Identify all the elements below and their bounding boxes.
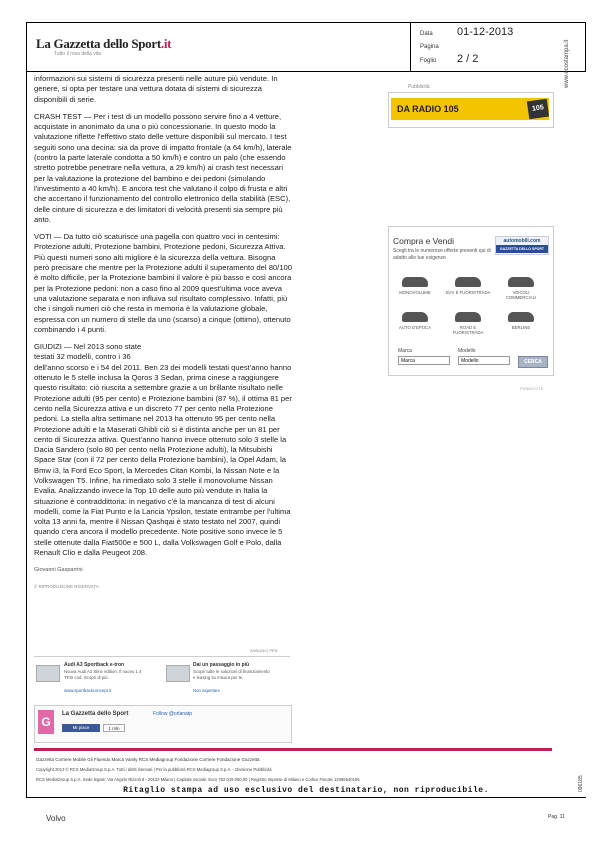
radio-105-icon: 105 [527, 99, 549, 120]
footer-corporate: RCS MediaGroup S.p.A. Sede legale: Via Angelo Rizzoli 8 - 20132 Milano | Capitale sociale: Euro 762.019.050,00 | Registro Imprese di Milano e Codice Fiscale 12086540155 [36, 777, 360, 782]
category-fuoristrada[interactable]: ROAD E FUORISTRADA [444, 312, 492, 335]
ad-title[interactable]: Audi A3 Sportback e-tron [64, 662, 125, 668]
category-berline[interactable]: BERLINE [497, 312, 545, 330]
compra-vendi-subtitle: Scegli tra le numerose offerte presenti qui di adatto alle tue esigenze [393, 248, 491, 261]
category-veicoli-commerciali[interactable]: VEICOLI COMMERCIALI [497, 277, 545, 300]
advertising-label-2: PUBBLICITÀ [520, 386, 544, 391]
advertising-label: Pubblicità [408, 84, 430, 90]
foglio-value: 2 / 2 [457, 53, 479, 65]
reproduction-notice: Ritaglio stampa ad uso esclusivo del destinatario, non riproducibile. [123, 786, 489, 795]
newspaper-logo: La Gazzetta dello Sport.it [36, 36, 172, 51]
twitter-follow-link[interactable]: Follow @orlanatp [153, 711, 192, 717]
gazzetta-label: La Gazzetta dello Sport [62, 711, 129, 717]
article-body [34, 74, 292, 592]
footer-links[interactable]: Gazzetta Corriere Mobile Gli Fluendo Marca Vanity RCS Mediagroup Fondazione Corriere Fondazione Gazzetta [36, 757, 260, 762]
suv-icon [455, 277, 481, 287]
compra-vendi-title: Compra e Vendi [393, 236, 454, 246]
data-label: Data [420, 31, 433, 37]
article-paragraph: informazioni sui sistemi di sicurezza presenti nelle auture più vendute. In genere, si opta per testare una vettura dotata di sistemi di sicurezza disponibili di serie. [34, 74, 278, 104]
client-brand: Volvo [46, 814, 66, 823]
van-icon [508, 277, 534, 287]
data-value: 01-12-2013 [457, 26, 514, 38]
clipping-code: 096185 [578, 775, 584, 792]
marca-label: Marca [398, 348, 412, 354]
radio-ad-text[interactable]: DA RADIO 105 [397, 104, 459, 114]
category-suv[interactable]: SUV E FUORISTRADA [444, 277, 492, 295]
header-divider [410, 22, 411, 72]
article-paragraph: CRASH TEST — Per i test di un modello possono servire fino a 4 vetture, acquistate in anonimato da una o più concessionarie. In questo modo la valutazione riflette l'effettivo stato delle vetture disponibili sul mercato. I test seguiti sono una decina: sia da prove di impatto frontale (a 64 km/h), laterale (contro la parte laterale condotta a 50 km/h) e contro un palo (che essendo stretto potrebbe penetrare nella vettura, a 29 km/h) ai crash test necessari per la valutazione la protezione del bambino e dei pedoni (simulando l'investimento a 40 km/h). E ancora test che valutano il colpo di frusta e altri che accertano il funzionamento del controllo elettronico della stabilità (ESC), delle cinture di sicurezza e dei limitatori di velocità presenti sia sempre più anto. [34, 111, 292, 224]
frame-left-line [26, 72, 27, 797]
facebook-like-count: 1 mln [103, 724, 125, 732]
footer-copyright: Copyright 2013 © RCS MediaGroup S.p.A. Tutti i diritti riservati | Per la pubblicità RCS Mediagroup S.p.A. - Divisione Pubblicità [36, 767, 272, 772]
ad-text: Scopri tutte le soluzioni di finanziamento e leasing su misura per te. [193, 669, 270, 680]
facebook-like-button[interactable]: Mi piace [62, 724, 100, 732]
pagina-label: Pagina [420, 44, 439, 50]
foglio-label: Foglio [420, 58, 437, 64]
ad-link[interactable]: Non aspettare [193, 688, 220, 693]
section-heading: GIUDIZI — [34, 342, 72, 352]
sedan-icon [508, 312, 534, 322]
category-auto-epoca[interactable]: AUTO D'EPOCA [391, 312, 439, 330]
rights-notice: © RIPRODUZIONE RISERVATA [34, 583, 99, 589]
vintage-car-icon [402, 312, 428, 322]
modello-label: Modello [458, 348, 476, 354]
section-heading: VOTI — [34, 232, 62, 242]
gazzetta-logo-icon: G [38, 710, 54, 734]
article-paragraph: VOTI — Da tutto ciò scaturisce una pagella con quattro voci in centesimi: Protezione adulti, Protezione bambini, Protezione pedoni, Sicurezza Attiva. Più questi numeri sono alti migliore è la sicurezza della vettura. Bisogna però precisare che mentre per la Protezione adulti il superamento del 80/100 è molto difficile, per la Protezione bambini il valore è più basso e così ancora per la Protezione pedoni: non a caso fino al 2009 quest'ultima voce aveva una valutazione separata e non influiva sul risultato complessivo. Infatti, più che i singoli numeri ciò che resta in memoria è la valutazione globale, espressa con un numero di stelle da uno (scarso) a cinque (ottimo), ottenuto combinando i 4 punti. [34, 232, 292, 334]
ad-thumbnail[interactable] [36, 665, 60, 682]
page-number: Pag. 11 [548, 814, 565, 820]
ad-text: Nuova Audi A3 Sline edition. Il nuovo 1.4 TFSI cod. Scopri di più. [64, 669, 142, 680]
car-icon [402, 277, 428, 287]
cerca-button[interactable]: CERCA [518, 356, 548, 368]
footer-accent-bar [34, 748, 552, 751]
article-paragraph: GIUDIZI — Nel 2013 sono state testati 32 modelli, contro i 36 dell'anno scorso e i 54 del 2011. Ben 23 dei modelli testati quest'anno hanno ottenuto le 5 stelle inclusa la Qoros 3 Sedan, prima cinese a raggiungere questo risultato: ciò riuscita a settembre grazie a un brillante risultato nelle Protezione adulti (95 per cento) e Protezione bambini (87 %), il ottima 81 per cento nella Sicurezza attiva e un discreto 77 per cento nella Protezione pedoni. La stella altra settimane nel 2013 ha ottenuto 95 per cento nella Protezione adulti e la Maserati Ghibli ciò si è distinta anche per un 81 per cento di Sicurezza attiva. Quest'anno hanno invece ottenuto solo 3 stelle la Dacia Sandero (solo 80 per cento nella Protezione adulti), la Mitsubishi Space Star (con il 72 per cento della Protezione bambini), la Opel Adam, la Bmw i3, la Ford Eco Sport, la Mercedes Citan Kombi, la Nissan Note e la Volkswagen T5. Infine, ha rimediato solo 3 stelle il monovolume Nissan Evalia. Analizzando invece la Top 10 delle auto più vendute in Italia la situazione è contraddittoria: in negativo c'è la mancanza di test di alcuni modelli, come la Fiat Punto e la Lancia Ypsilon, testate entrambe per l'ultima volta 13 anni fa, mentre il Nissan Qashqai è stato testato nel 2007, quindi quando c'era ancora il modello precedente. Note positive sono invece le 5 stelle ottenute dalla Fiat500e e 500 L, dalla Volkswagen Golf e Polo, dalla Renault Clio e dalla Peugeot 208. [34, 342, 292, 558]
automobili-logo[interactable]: automobili.com GAZZETTA DELLO SPORT [495, 236, 549, 255]
section-heading: CRASH TEST — [34, 111, 92, 121]
logo-tagline: Tutto il rosa della vita [54, 51, 102, 57]
sponsored-label: ANNUNCI PER [250, 648, 278, 653]
offroad-icon [455, 312, 481, 322]
ecostampa-url: www.ecostampa.it [564, 39, 570, 88]
frame-bottom-line [26, 797, 586, 798]
ad-link[interactable]: www.sportbackconcept.it [64, 688, 112, 693]
modello-select[interactable]: Modello [458, 356, 510, 365]
ad-title[interactable]: Dai un passaggio in più [193, 662, 250, 668]
ad-thumbnail[interactable] [166, 665, 190, 682]
category-monovolume[interactable]: MONOVOLUME [391, 277, 439, 295]
marca-select[interactable]: Marca [398, 356, 450, 365]
article-byline: Giovanni Gasparrini [34, 567, 83, 574]
divider [34, 656, 290, 657]
